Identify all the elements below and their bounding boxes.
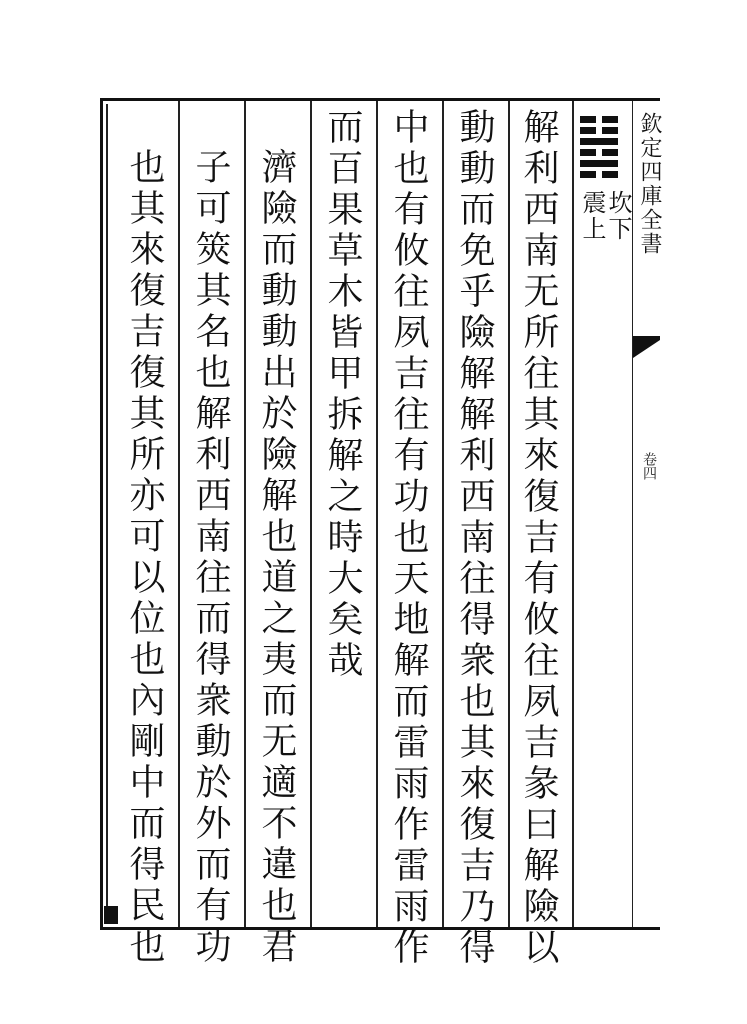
text-column-5: 濟險而動動出於險解也道之夷而无適不違也君 [256,148,297,968]
broken-line-left [580,171,596,178]
text-column-6: 子可筴其名也解利西南往而得衆動於外而有功 [190,148,231,968]
broken-line-left [580,149,596,156]
hexagram-symbol [580,116,620,186]
book-title: 欽定四庫全書 [637,112,662,256]
column-divider [244,101,246,927]
column-divider [442,101,444,927]
column-divider [376,101,378,927]
lower-trigram-label: 坎下 [604,190,632,242]
fish-tail-mark [633,340,660,358]
column-divider [178,101,180,927]
inner-border-line [106,104,108,924]
text-column-4: 而百果草木皆甲拆解之時大矣哉 [322,108,363,682]
upper-trigram-label: 震上 [578,190,606,242]
text-column-3: 中也有攸往夙吉往有功也天地解而雷雨作雷雨作 [388,108,429,969]
text-column-2: 動動而免乎險解解利西南往得衆也其來復吉乃得 [454,108,495,969]
broken-line-left [580,116,596,123]
text-column-1: 解利西南无所往其來復吉有攸往夙吉彖曰解險以 [518,108,559,969]
broken-line-right [602,171,618,178]
broken-line-right [602,127,618,134]
broken-line-left [580,127,596,134]
column-divider [572,101,574,927]
broken-line-right [602,116,618,123]
column-divider [508,101,510,927]
column-divider [310,101,312,927]
corner-mark [104,906,118,924]
broken-line-right [602,149,618,156]
volume-label: 卷四 [641,452,657,480]
solid-line [580,160,618,167]
text-column-7: 也其來復吉復其所亦可以位也內剛中而得民也 [124,148,165,968]
page-border [100,98,660,930]
solid-line [580,138,618,145]
